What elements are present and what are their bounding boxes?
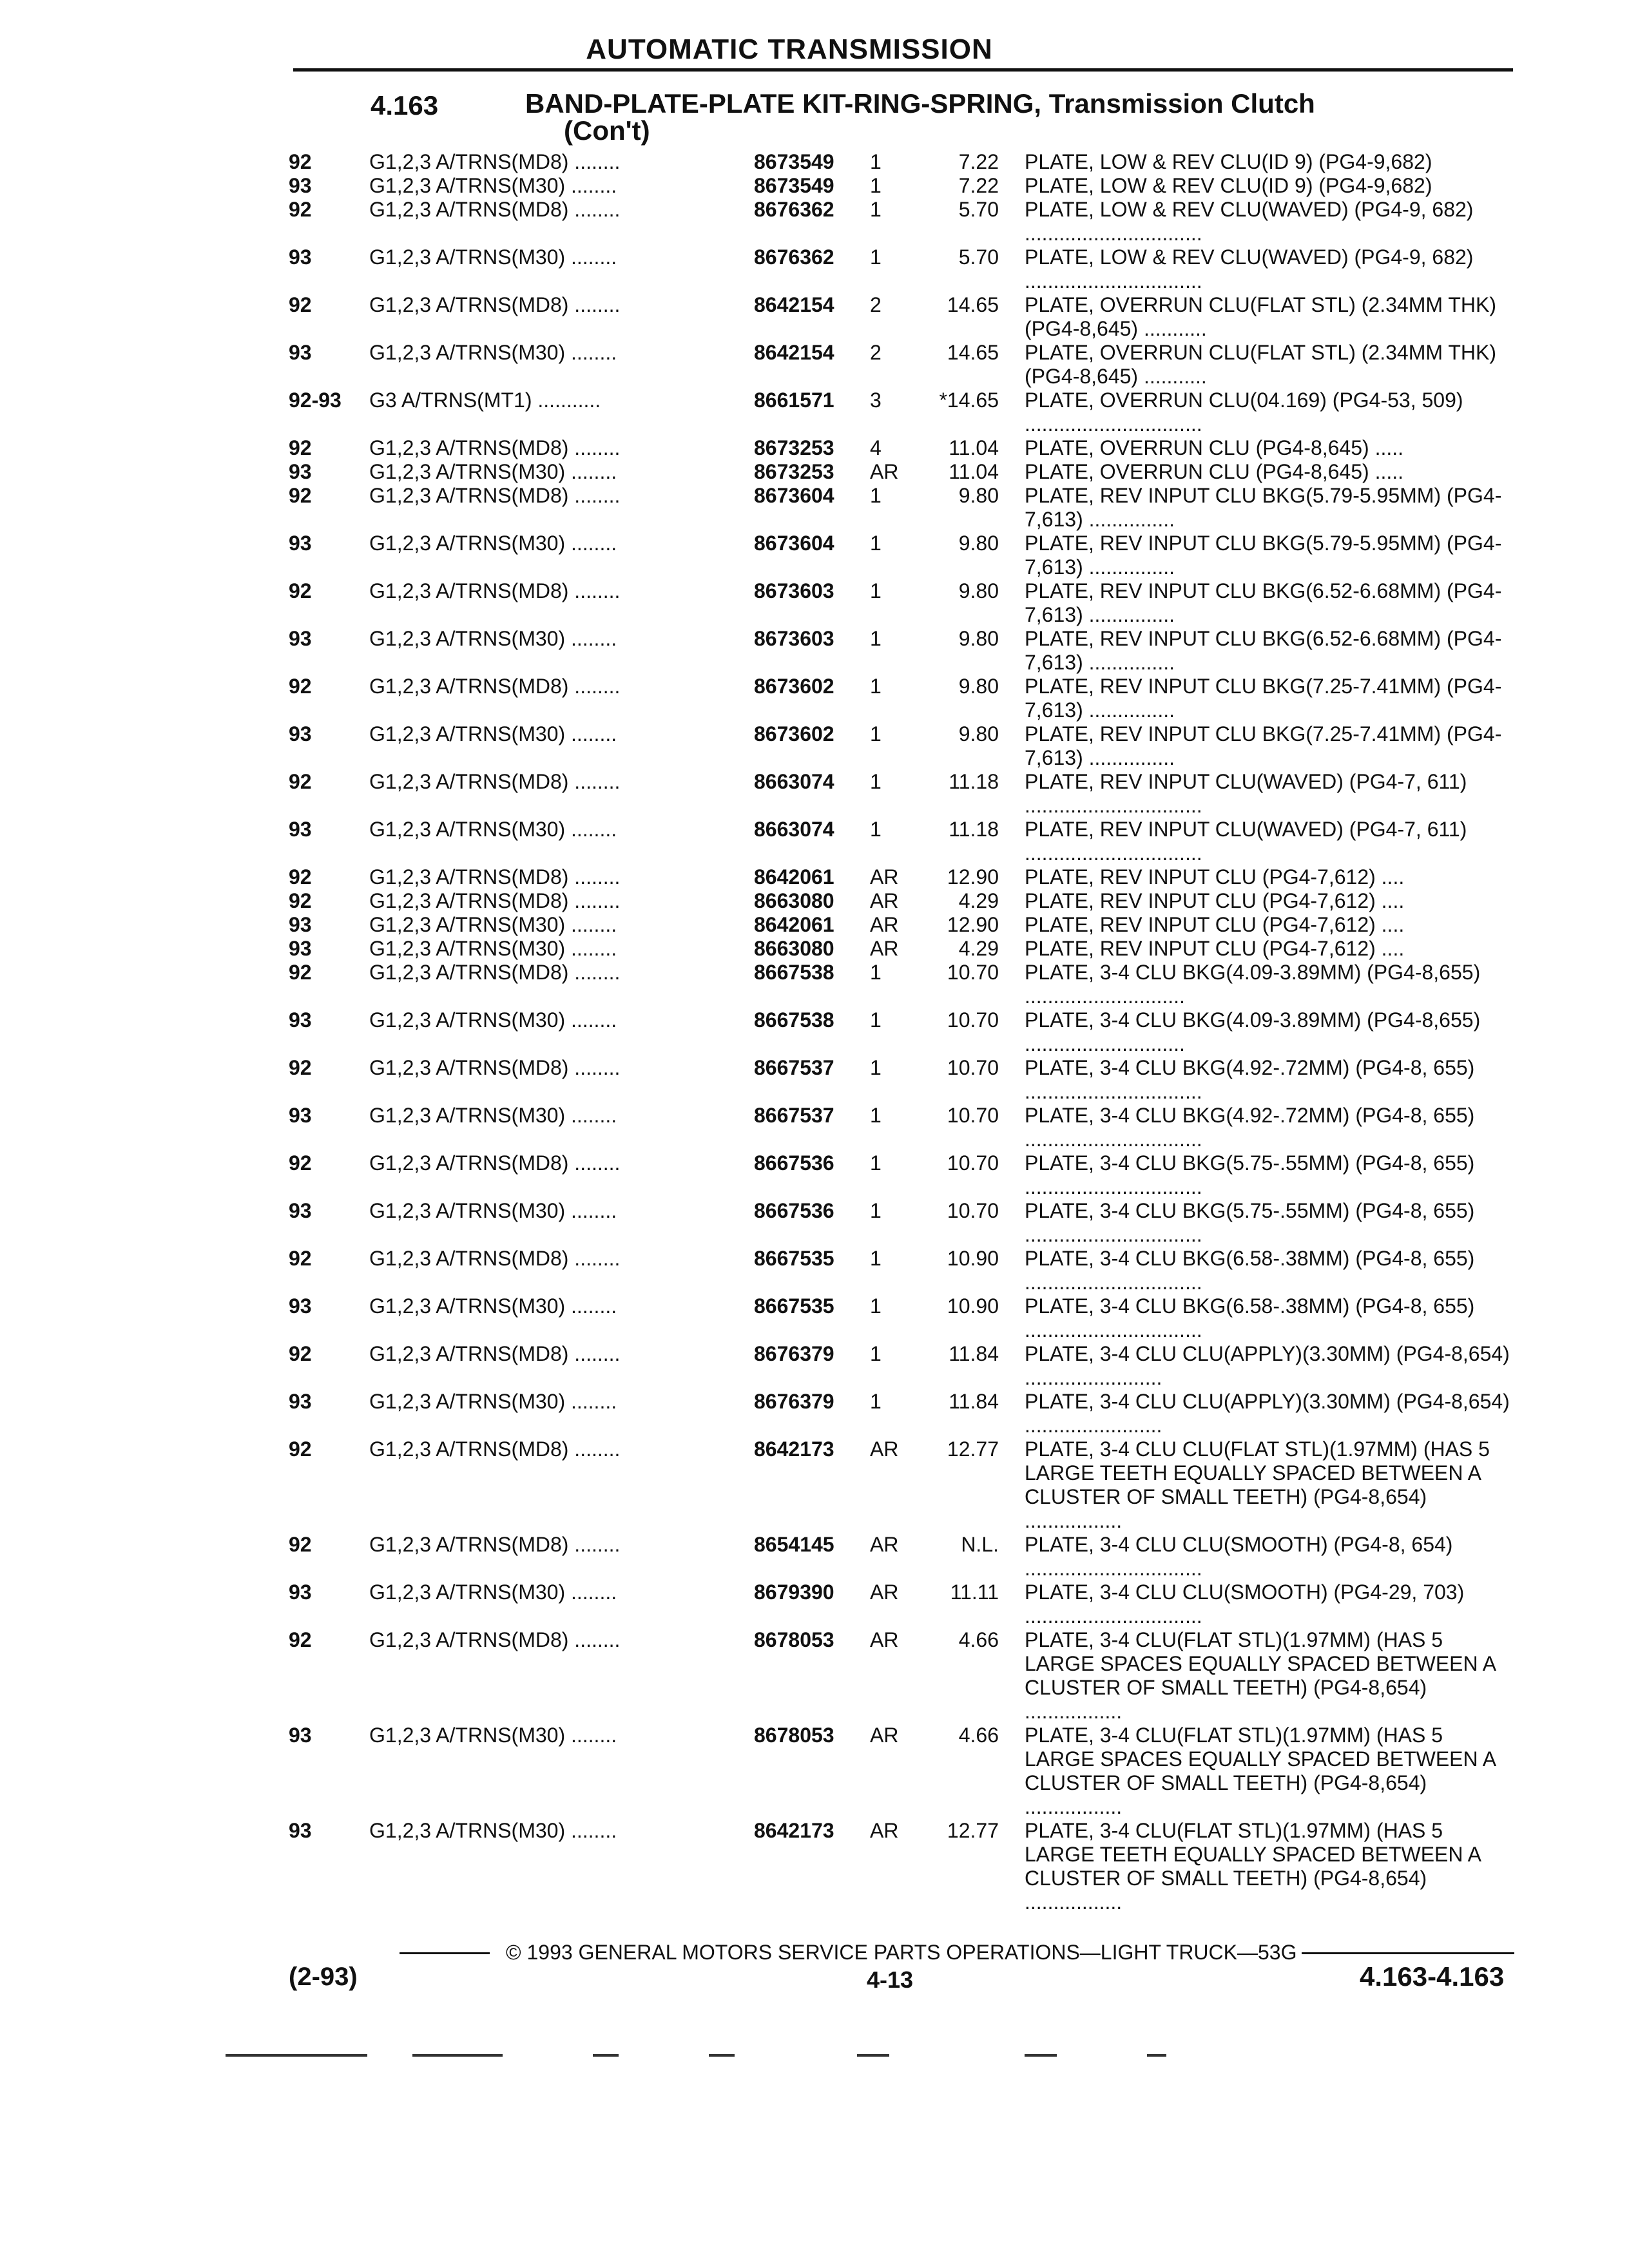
application-cell: G1,2,3 A/TRNS(M30) ........ xyxy=(369,1199,617,1222)
year-cell: 93 xyxy=(289,460,312,483)
part-number-cell: 8676379 xyxy=(754,1342,834,1365)
quantity-cell: 1 xyxy=(870,1151,882,1175)
footer-section-range: 4.163-4.163 xyxy=(1360,1961,1505,1992)
quantity-cell: 1 xyxy=(870,532,882,555)
year-cell: 92 xyxy=(289,1628,312,1651)
year-cell: 92 xyxy=(289,1247,312,1270)
price-cell: 12.77 xyxy=(947,1819,999,1842)
application-cell: G1,2,3 A/TRNS(MD8) ........ xyxy=(369,675,621,698)
scan-artifacts xyxy=(0,2054,1629,2067)
quantity-cell: AR xyxy=(870,937,899,960)
table-row xyxy=(289,1581,1513,1628)
quantity-cell: AR xyxy=(870,1437,899,1461)
description-cell: PLATE, 3-4 CLU CLU(FLAT STL)(1.97MM) (HAS 5 LARGE TEETH EQUALLY SPACED BETWEEN A CLUSTER OF SMALL TEETH) (PG4-8,654) ................. xyxy=(1025,1437,1490,1532)
quantity-cell: 1 xyxy=(870,150,882,173)
table-row xyxy=(289,1390,1513,1437)
application-cell: G3 A/TRNS(MT1) ........... xyxy=(369,389,601,412)
quantity-cell: 1 xyxy=(870,1008,882,1032)
part-number-cell: 8667538 xyxy=(754,1008,834,1032)
quantity-cell: 1 xyxy=(870,1390,882,1413)
description-cell: PLATE, OVERRUN CLU(04.169) (PG4-53, 509) ............................... xyxy=(1025,389,1463,436)
application-cell: G1,2,3 A/TRNS(M30) ........ xyxy=(369,937,617,960)
price-cell: 4.66 xyxy=(958,1628,999,1651)
part-number-cell: 8642061 xyxy=(754,865,834,889)
part-number-cell: 8673549 xyxy=(754,174,834,197)
price-cell: 11.84 xyxy=(949,1342,999,1365)
part-number-cell: 8667536 xyxy=(754,1151,834,1175)
description-cell: PLATE, 3-4 CLU BKG(4.92-.72MM) (PG4-8, 655) ............................... xyxy=(1025,1104,1475,1151)
price-cell: 12.77 xyxy=(947,1437,999,1461)
description-cell: PLATE, 3-4 CLU BKG(5.75-.55MM) (PG4-8, 655) ............................... xyxy=(1025,1151,1475,1198)
application-cell: G1,2,3 A/TRNS(MD8) ........ xyxy=(369,579,621,602)
table-row xyxy=(289,150,1513,174)
description-cell: PLATE, 3-4 CLU BKG(4.09-3.89MM) (PG4-8,655) ............................ xyxy=(1025,961,1481,1008)
price-cell: 11.84 xyxy=(949,1390,999,1413)
year-cell: 92 xyxy=(289,1151,312,1175)
quantity-cell: 3 xyxy=(870,389,882,412)
table-row xyxy=(289,436,1513,460)
year-cell: 92 xyxy=(289,150,312,173)
price-cell: 12.90 xyxy=(947,913,999,936)
table-row xyxy=(289,1056,1513,1104)
part-number-cell: 8673602 xyxy=(754,675,834,698)
description-cell: PLATE, 3-4 CLU(FLAT STL)(1.97MM) (HAS 5 LARGE TEETH EQUALLY SPACED BETWEEN A CLUSTER OF SMALL TEETH) (PG4-8,654) ................. xyxy=(1025,1819,1481,1914)
section-cont: (Con't) xyxy=(564,115,650,146)
table-row xyxy=(289,1628,1513,1724)
scan-mark xyxy=(593,2054,619,2057)
price-cell: 7.22 xyxy=(958,174,999,197)
quantity-cell: 1 xyxy=(870,198,882,221)
table-row xyxy=(289,389,1513,436)
part-number-cell: 8667537 xyxy=(754,1056,834,1079)
quantity-cell: 1 xyxy=(870,1342,882,1365)
price-cell: 12.90 xyxy=(947,865,999,889)
section-title xyxy=(525,90,1315,144)
part-number-cell: 8678053 xyxy=(754,1628,834,1651)
price-cell: N.L. xyxy=(961,1533,999,1556)
part-number-cell: 8642154 xyxy=(754,293,834,316)
application-cell: G1,2,3 A/TRNS(M30) ........ xyxy=(369,532,617,555)
price-cell: 9.80 xyxy=(958,532,999,555)
application-cell: G1,2,3 A/TRNS(MD8) ........ xyxy=(369,961,621,984)
price-cell: 9.80 xyxy=(958,627,999,650)
scan-mark xyxy=(1147,2054,1166,2057)
description-cell: PLATE, 3-4 CLU CLU(SMOOTH) (PG4-8, 654) ............................... xyxy=(1025,1533,1453,1580)
footer-date: (2-93) xyxy=(289,1963,358,1991)
price-cell: 9.80 xyxy=(958,484,999,507)
section-number: 4.163 xyxy=(371,90,439,120)
part-number-cell: 8654145 xyxy=(754,1533,834,1556)
application-cell: G1,2,3 A/TRNS(MD8) ........ xyxy=(369,293,621,316)
quantity-cell: 1 xyxy=(870,722,882,745)
price-cell: 9.80 xyxy=(958,675,999,698)
part-number-cell: 8642061 xyxy=(754,913,834,936)
quantity-cell: AR xyxy=(870,889,899,912)
price-cell: 7.22 xyxy=(958,150,999,173)
price-cell: 11.11 xyxy=(950,1581,999,1604)
year-cell: 93 xyxy=(289,937,312,960)
part-number-cell: 8642173 xyxy=(754,1819,834,1842)
table-row xyxy=(289,1199,1513,1247)
year-cell: 92 xyxy=(289,770,312,793)
table-row xyxy=(289,1294,1513,1342)
part-number-cell: 8673603 xyxy=(754,627,834,650)
price-cell: 9.80 xyxy=(958,722,999,745)
table-row xyxy=(289,818,1513,865)
application-cell: G1,2,3 A/TRNS(MD8) ........ xyxy=(369,484,621,507)
year-cell: 93 xyxy=(289,532,312,555)
table-row xyxy=(289,245,1513,293)
price-cell: 4.66 xyxy=(958,1724,999,1747)
application-cell: G1,2,3 A/TRNS(M30) ........ xyxy=(369,174,617,197)
description-cell: PLATE, OVERRUN CLU (PG4-8,645) ..... xyxy=(1025,436,1404,459)
description-cell: PLATE, OVERRUN CLU(FLAT STL) (2.34MM THK) (PG4-8,645) ........... xyxy=(1025,341,1496,388)
table-row xyxy=(289,484,1513,532)
scan-mark xyxy=(857,2054,889,2057)
year-cell: 93 xyxy=(289,722,312,745)
description-cell: PLATE, 3-4 CLU CLU(APPLY)(3.30MM) (PG4-8,654) ........................ xyxy=(1025,1390,1510,1437)
application-cell: G1,2,3 A/TRNS(M30) ........ xyxy=(369,460,617,483)
table-row xyxy=(289,1342,1513,1390)
year-cell: 92 xyxy=(289,579,312,602)
description-cell: PLATE, LOW & REV CLU(WAVED) (PG4-9, 682) ............................... xyxy=(1025,245,1474,293)
quantity-cell: 1 xyxy=(870,174,882,197)
price-cell: 5.70 xyxy=(958,245,999,269)
quantity-cell: AR xyxy=(870,913,899,936)
table-row xyxy=(289,532,1513,579)
table-row xyxy=(289,1437,1513,1533)
scan-mark xyxy=(412,2054,503,2057)
year-cell: 93 xyxy=(289,1724,312,1747)
price-cell: 5.70 xyxy=(958,198,999,221)
quantity-cell: 2 xyxy=(870,341,882,364)
description-cell: PLATE, 3-4 CLU BKG(5.75-.55MM) (PG4-8, 655) ............................... xyxy=(1025,1199,1475,1246)
description-cell: PLATE, 3-4 CLU BKG(6.58-.38MM) (PG4-8, 655) ............................... xyxy=(1025,1247,1475,1294)
part-number-cell: 8642173 xyxy=(754,1437,834,1461)
parts-list xyxy=(289,150,1513,1914)
application-cell: G1,2,3 A/TRNS(MD8) ........ xyxy=(369,1056,621,1079)
part-number-cell: 8676379 xyxy=(754,1390,834,1413)
table-row xyxy=(289,1724,1513,1819)
table-row xyxy=(289,579,1513,627)
quantity-cell: 1 xyxy=(870,1294,882,1318)
application-cell: G1,2,3 A/TRNS(MD8) ........ xyxy=(369,1151,621,1175)
year-cell: 93 xyxy=(289,1390,312,1413)
description-cell: PLATE, REV INPUT CLU BKG(6.52-6.68MM) (PG4-7,613) ............... xyxy=(1025,627,1502,674)
footer-rule-left xyxy=(400,1952,490,1954)
application-cell: G1,2,3 A/TRNS(M30) ........ xyxy=(369,818,617,841)
description-cell: PLATE, OVERRUN CLU (PG4-8,645) ..... xyxy=(1025,460,1404,483)
table-row xyxy=(289,460,1513,484)
year-cell: 93 xyxy=(289,1199,312,1222)
year-cell: 93 xyxy=(289,818,312,841)
price-cell: 14.65 xyxy=(947,341,999,364)
year-cell: 92 xyxy=(289,293,312,316)
year-cell: 92 xyxy=(289,198,312,221)
year-cell: 92 xyxy=(289,865,312,889)
description-cell: PLATE, 3-4 CLU BKG(4.09-3.89MM) (PG4-8,655) ............................ xyxy=(1025,1008,1481,1055)
quantity-cell: AR xyxy=(870,865,899,889)
table-row xyxy=(289,675,1513,722)
description-cell: PLATE, 3-4 CLU CLU(APPLY)(3.30MM) (PG4-8,654) ........................ xyxy=(1025,1342,1510,1389)
table-row xyxy=(289,1533,1513,1581)
scan-mark xyxy=(709,2054,735,2057)
year-cell: 92 xyxy=(289,1533,312,1556)
application-cell: G1,2,3 A/TRNS(MD8) ........ xyxy=(369,1628,621,1651)
application-cell: G1,2,3 A/TRNS(MD8) ........ xyxy=(369,770,621,793)
application-cell: G1,2,3 A/TRNS(M30) ........ xyxy=(369,913,617,936)
part-number-cell: 8673604 xyxy=(754,532,834,555)
quantity-cell: 1 xyxy=(870,245,882,269)
part-number-cell: 8676362 xyxy=(754,245,834,269)
year-cell: 93 xyxy=(289,174,312,197)
quantity-cell: 1 xyxy=(870,770,882,793)
year-cell: 93 xyxy=(289,1819,312,1842)
year-cell: 93 xyxy=(289,627,312,650)
table-row xyxy=(289,293,1513,341)
application-cell: G1,2,3 A/TRNS(M30) ........ xyxy=(369,1104,617,1127)
description-cell: PLATE, REV INPUT CLU BKG(5.79-5.95MM) (PG4-7,613) ............... xyxy=(1025,484,1502,531)
description-cell: PLATE, REV INPUT CLU BKG(7.25-7.41MM) (PG4-7,613) ............... xyxy=(1025,675,1502,722)
price-cell: *14.65 xyxy=(939,389,999,412)
description-cell: PLATE, OVERRUN CLU(FLAT STL) (2.34MM THK) (PG4-8,645) ........... xyxy=(1025,293,1496,340)
quantity-cell: AR xyxy=(870,460,899,483)
description-cell: PLATE, REV INPUT CLU (PG4-7,612) .... xyxy=(1025,937,1405,960)
quantity-cell: 1 xyxy=(870,579,882,602)
part-number-cell: 8673604 xyxy=(754,484,834,507)
table-row xyxy=(289,1104,1513,1151)
application-cell: G1,2,3 A/TRNS(M30) ........ xyxy=(369,1390,617,1413)
quantity-cell: AR xyxy=(870,1628,899,1651)
part-number-cell: 8661571 xyxy=(754,389,834,412)
application-cell: G1,2,3 A/TRNS(MD8) ........ xyxy=(369,865,621,889)
price-cell: 10.70 xyxy=(947,1008,999,1032)
part-number-cell: 8663080 xyxy=(754,937,834,960)
part-number-cell: 8667536 xyxy=(754,1199,834,1222)
table-row xyxy=(289,1008,1513,1056)
quantity-cell: 4 xyxy=(870,436,882,459)
application-cell: G1,2,3 A/TRNS(MD8) ........ xyxy=(369,198,621,221)
price-cell: 10.70 xyxy=(947,1104,999,1127)
application-cell: G1,2,3 A/TRNS(MD8) ........ xyxy=(369,150,621,173)
part-number-cell: 8663080 xyxy=(754,889,834,912)
description-cell: PLATE, LOW & REV CLU(WAVED) (PG4-9, 682) ............................... xyxy=(1025,198,1474,245)
application-cell: G1,2,3 A/TRNS(M30) ........ xyxy=(369,1724,617,1747)
year-cell: 92 xyxy=(289,961,312,984)
application-cell: G1,2,3 A/TRNS(MD8) ........ xyxy=(369,1533,621,1556)
table-row xyxy=(289,1819,1513,1914)
application-cell: G1,2,3 A/TRNS(M30) ........ xyxy=(369,1294,617,1318)
description-cell: PLATE, REV INPUT CLU BKG(5.79-5.95MM) (PG4-7,613) ............... xyxy=(1025,532,1502,579)
price-cell: 10.90 xyxy=(947,1247,999,1270)
application-cell: G1,2,3 A/TRNS(MD8) ........ xyxy=(369,1437,621,1461)
quantity-cell: 1 xyxy=(870,1199,882,1222)
year-cell: 93 xyxy=(289,245,312,269)
quantity-cell: 1 xyxy=(870,1056,882,1079)
application-cell: G1,2,3 A/TRNS(M30) ........ xyxy=(369,1819,617,1842)
part-number-cell: 8663074 xyxy=(754,770,834,793)
part-number-cell: 8673549 xyxy=(754,150,834,173)
quantity-cell: 1 xyxy=(870,627,882,650)
description-cell: PLATE, REV INPUT CLU BKG(6.52-6.68MM) (PG4-7,613) ............... xyxy=(1025,579,1502,626)
application-cell: G1,2,3 A/TRNS(MD8) ........ xyxy=(369,1247,621,1270)
price-cell: 11.04 xyxy=(949,436,999,459)
part-number-cell: 8678053 xyxy=(754,1724,834,1747)
price-cell: 10.70 xyxy=(947,1056,999,1079)
footer-page-number: 4-13 xyxy=(867,1966,914,1993)
description-cell: PLATE, LOW & REV CLU(ID 9) (PG4-9,682) xyxy=(1025,174,1432,197)
description-cell: PLATE, REV INPUT CLU (PG4-7,612) .... xyxy=(1025,913,1405,936)
description-cell: PLATE, REV INPUT CLU (PG4-7,612) .... xyxy=(1025,865,1405,889)
price-cell: 11.18 xyxy=(949,818,999,841)
year-cell: 93 xyxy=(289,1008,312,1032)
description-cell: PLATE, 3-4 CLU BKG(4.92-.72MM) (PG4-8, 655) ............................... xyxy=(1025,1056,1475,1103)
table-row xyxy=(289,1247,1513,1294)
price-cell: 10.70 xyxy=(947,1151,999,1175)
page-header: AUTOMATIC TRANSMISSION xyxy=(586,34,993,65)
application-cell: G1,2,3 A/TRNS(MD8) ........ xyxy=(369,436,621,459)
table-row xyxy=(289,865,1513,889)
price-cell: 4.29 xyxy=(958,889,999,912)
quantity-cell: 1 xyxy=(870,1247,882,1270)
application-cell: G1,2,3 A/TRNS(MD8) ........ xyxy=(369,889,621,912)
price-cell: 11.18 xyxy=(949,770,999,793)
application-cell: G1,2,3 A/TRNS(M30) ........ xyxy=(369,1008,617,1032)
application-cell: G1,2,3 A/TRNS(M30) ........ xyxy=(369,245,617,269)
scan-mark xyxy=(226,2054,367,2057)
description-cell: PLATE, REV INPUT CLU BKG(7.25-7.41MM) (PG4-7,613) ............... xyxy=(1025,722,1502,769)
table-row xyxy=(289,937,1513,961)
application-cell: G1,2,3 A/TRNS(MD8) ........ xyxy=(369,1342,621,1365)
quantity-cell: 1 xyxy=(870,961,882,984)
application-cell: G1,2,3 A/TRNS(M30) ........ xyxy=(369,627,617,650)
part-number-cell: 8673603 xyxy=(754,579,834,602)
year-cell: 92 xyxy=(289,675,312,698)
quantity-cell: AR xyxy=(870,1819,899,1842)
year-cell: 92 xyxy=(289,436,312,459)
quantity-cell: AR xyxy=(870,1724,899,1747)
footer-rule-right xyxy=(1302,1952,1514,1954)
part-number-cell: 8667535 xyxy=(754,1294,834,1318)
application-cell: G1,2,3 A/TRNS(M30) ........ xyxy=(369,1581,617,1604)
table-row xyxy=(289,961,1513,1008)
part-number-cell: 8676362 xyxy=(754,198,834,221)
part-number-cell: 8673602 xyxy=(754,722,834,745)
description-cell: PLATE, 3-4 CLU BKG(6.58-.38MM) (PG4-8, 655) ............................... xyxy=(1025,1294,1475,1341)
year-cell: 92 xyxy=(289,889,312,912)
year-cell: 93 xyxy=(289,913,312,936)
part-number-cell: 8642154 xyxy=(754,341,834,364)
quantity-cell: 1 xyxy=(870,675,882,698)
price-cell: 9.80 xyxy=(958,579,999,602)
part-number-cell: 8667537 xyxy=(754,1104,834,1127)
part-number-cell: 8673253 xyxy=(754,460,834,483)
price-cell: 10.90 xyxy=(947,1294,999,1318)
year-cell: 92-93 xyxy=(289,389,342,412)
application-cell: G1,2,3 A/TRNS(M30) ........ xyxy=(369,341,617,364)
quantity-cell: 2 xyxy=(870,293,882,316)
quantity-cell: AR xyxy=(870,1533,899,1556)
year-cell: 92 xyxy=(289,1342,312,1365)
scan-mark xyxy=(1025,2054,1057,2057)
table-row xyxy=(289,627,1513,675)
table-row xyxy=(289,174,1513,198)
year-cell: 92 xyxy=(289,1056,312,1079)
year-cell: 92 xyxy=(289,484,312,507)
description-cell: PLATE, REV INPUT CLU(WAVED) (PG4-7, 611) ............................... xyxy=(1025,818,1467,865)
year-cell: 93 xyxy=(289,1581,312,1604)
part-number-cell: 8673253 xyxy=(754,436,834,459)
part-number-cell: 8667538 xyxy=(754,961,834,984)
part-number-cell: 8679390 xyxy=(754,1581,834,1604)
year-cell: 92 xyxy=(289,1437,312,1461)
description-cell: PLATE, REV INPUT CLU (PG4-7,612) .... xyxy=(1025,889,1405,912)
table-row xyxy=(289,341,1513,389)
price-cell: 11.04 xyxy=(949,460,999,483)
year-cell: 93 xyxy=(289,341,312,364)
part-number-cell: 8663074 xyxy=(754,818,834,841)
section-title-text: BAND-PLATE-PLATE KIT-RING-SPRING, Transmission Clutch xyxy=(525,88,1315,119)
price-cell: 14.65 xyxy=(947,293,999,316)
year-cell: 93 xyxy=(289,1294,312,1318)
footer-copyright: © 1993 GENERAL MOTORS SERVICE PARTS OPERATIONS—LIGHT TRUCK—53G xyxy=(506,1941,1297,1964)
header-rule xyxy=(293,68,1513,72)
quantity-cell: 1 xyxy=(870,484,882,507)
quantity-cell: AR xyxy=(870,1581,899,1604)
description-cell: PLATE, 3-4 CLU(FLAT STL)(1.97MM) (HAS 5 LARGE SPACES EQUALLY SPACED BETWEEN A CLUSTER OF SMALL TEETH) (PG4-8,654) ................. xyxy=(1025,1628,1496,1723)
table-row xyxy=(289,913,1513,937)
description-cell: PLATE, REV INPUT CLU(WAVED) (PG4-7, 611) ............................... xyxy=(1025,770,1467,817)
year-cell: 93 xyxy=(289,1104,312,1127)
description-cell: PLATE, 3-4 CLU CLU(SMOOTH) (PG4-29, 703) ............................... xyxy=(1025,1581,1465,1628)
part-number-cell: 8667535 xyxy=(754,1247,834,1270)
table-row xyxy=(289,889,1513,913)
description-cell: PLATE, LOW & REV CLU(ID 9) (PG4-9,682) xyxy=(1025,150,1432,173)
table-row xyxy=(289,198,1513,245)
table-row xyxy=(289,1151,1513,1199)
quantity-cell: 1 xyxy=(870,1104,882,1127)
table-row xyxy=(289,770,1513,818)
price-cell: 10.70 xyxy=(947,961,999,984)
price-cell: 10.70 xyxy=(947,1199,999,1222)
description-cell: PLATE, 3-4 CLU(FLAT STL)(1.97MM) (HAS 5 LARGE SPACES EQUALLY SPACED BETWEEN A CLUSTER OF SMALL TEETH) (PG4-8,654) ................. xyxy=(1025,1724,1496,1818)
table-row xyxy=(289,722,1513,770)
application-cell: G1,2,3 A/TRNS(M30) ........ xyxy=(369,722,617,745)
price-cell: 4.29 xyxy=(958,937,999,960)
quantity-cell: 1 xyxy=(870,818,882,841)
